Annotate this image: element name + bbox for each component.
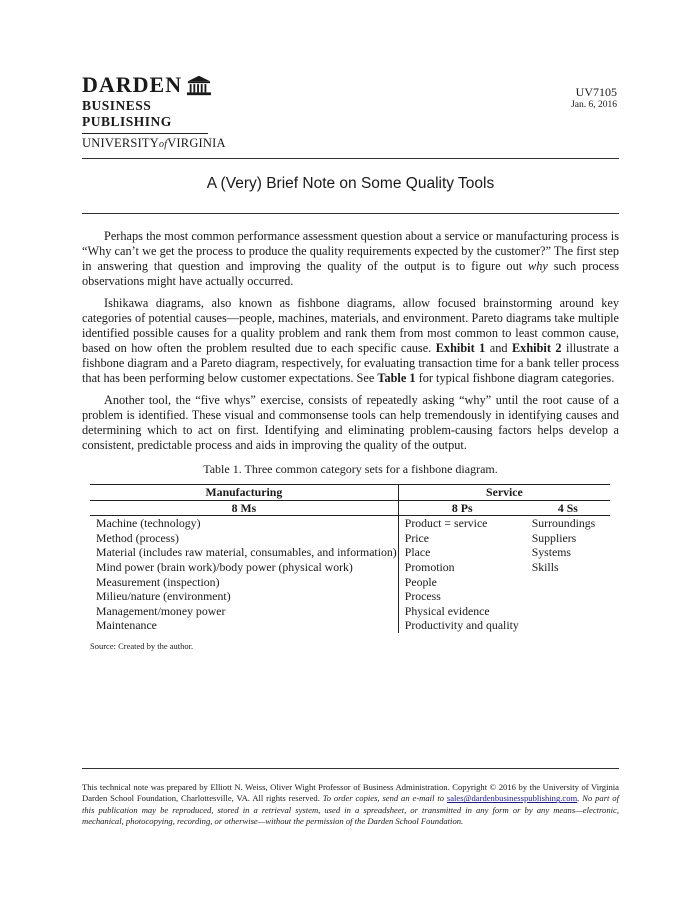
footer-text-c: . No part of this publication may be reproduced, stored in a retrieval system, used in a spreadsheet, or transmitted in any form or by any means—electronic, mechanical, photocopying, recording, or otherwise—without the permission of the Darden School Foundation. bbox=[82, 793, 619, 826]
logo-business-publishing: BUSINESS PUBLISHING bbox=[82, 98, 172, 129]
table-row bbox=[90, 516, 610, 531]
cell-manufacturing: Milieu/nature (environment) bbox=[90, 589, 398, 604]
cell-manufacturing: Material (includes raw material, consumables, and information) bbox=[90, 545, 398, 560]
cell-manufacturing: Management/money power bbox=[90, 604, 398, 619]
table-sub-header-row bbox=[90, 500, 610, 516]
table-row bbox=[90, 575, 610, 590]
paragraph-3: Another tool, the “five whys” exercise, consists of repeatedly asking “why” until the root cause of a problem is identified. These visual and commonsense tools can help tremendously in identifying causes and determining which to act on first. Identifying and eliminating problem-causing factors helps develop a consistent, predictable process and aids in improving the quality of the output. bbox=[82, 393, 619, 452]
cell-8ps: Place bbox=[404, 545, 431, 560]
cell-8ps: Process bbox=[404, 589, 441, 604]
fishbone-categories-table bbox=[90, 484, 610, 633]
exhibit-1-ref: Exhibit 1 bbox=[435, 341, 486, 355]
cell-8ps: Promotion bbox=[404, 559, 455, 574]
cell-8ps: Physical evidence bbox=[404, 603, 490, 618]
table-1-ref: Table 1 bbox=[377, 371, 416, 385]
cell-8ps: Productivity and quality bbox=[404, 618, 519, 633]
cell-manufacturing: Method (process) bbox=[90, 531, 398, 546]
header-manufacturing: Manufacturing bbox=[90, 485, 398, 501]
table-row bbox=[90, 604, 610, 619]
cell-manufacturing: Measurement (inspection) bbox=[90, 575, 398, 590]
cell-manufacturing: Machine (technology) bbox=[90, 516, 398, 531]
cell-4ss bbox=[526, 589, 610, 604]
cell-4ss: Skills bbox=[531, 559, 559, 574]
paragraph-2 bbox=[82, 296, 619, 386]
logo-darden-line bbox=[82, 74, 212, 96]
p1-text-b: such process observations might have actually occurred. bbox=[82, 259, 619, 288]
p1-emphasis: why bbox=[528, 259, 548, 273]
document-code: UV7105 bbox=[575, 85, 617, 99]
document-date: Jan. 6, 2016 bbox=[571, 100, 617, 110]
table-row bbox=[90, 618, 610, 633]
header-service: Service bbox=[398, 485, 610, 501]
table-caption: Table 1. Three common category sets for a fishbone diagram. bbox=[203, 462, 498, 476]
p2-text-a: Ishikawa diagrams, also known as fishbone diagrams, allow focused brainstorming around key categories of potential causes—people, machines, materials, and environment. Pareto diagrams take multiple identified possible causes for a quality problem and rank them from most common to least common cause, based on how often the problem resulted due to each specific cause. bbox=[82, 296, 619, 355]
header-rule bbox=[82, 158, 619, 159]
document-id bbox=[571, 85, 617, 111]
header-4ss: 4 Ss bbox=[526, 500, 610, 516]
p2-text-d: for typical fishbone diagram categories. bbox=[415, 371, 615, 385]
title-rule bbox=[82, 213, 619, 214]
logo-rule bbox=[82, 133, 208, 134]
p2-text-b: and bbox=[485, 341, 512, 355]
cell-manufacturing: Mind power (brain work)/body power (physical work) bbox=[90, 560, 398, 575]
cell-4ss: Systems bbox=[531, 545, 572, 560]
paragraph-1 bbox=[82, 229, 619, 289]
table-row bbox=[90, 531, 610, 546]
table-row bbox=[90, 560, 610, 575]
cell-8ps: People bbox=[404, 574, 437, 589]
cell-4ss: Suppliers bbox=[531, 530, 577, 545]
cell-8ps: Product = service bbox=[404, 516, 488, 531]
logo-virginia-text: VIRGINIA bbox=[167, 136, 226, 150]
exhibit-2-ref: Exhibit 2 bbox=[511, 341, 562, 355]
sales-email-link[interactable]: sales@dardenbusinesspublishing.com bbox=[446, 793, 578, 804]
cell-manufacturing: Maintenance bbox=[90, 618, 398, 633]
footer-text-a: This technical note was prepared by Elliott N. Weiss, Oliver Wight Professor of Business Administration. Copyright © 2016 by the University of Virginia Darden School Foundation, Charlottesville, VA. All rights reserved. bbox=[82, 782, 619, 804]
table-group-header-row bbox=[90, 485, 610, 501]
logo-of: of bbox=[159, 139, 168, 150]
table-row bbox=[90, 589, 610, 604]
darden-logo bbox=[82, 72, 226, 152]
footer-text-b: To order copies, send an e-mail to bbox=[322, 793, 447, 804]
table-source: Source: Created by the author. bbox=[90, 641, 194, 651]
cell-4ss bbox=[526, 575, 610, 590]
p2-text-c: illustrate a fishbone diagram and a Pareto diagram, respectively, for evaluating transaction time for a bank teller process that has been performing below customer expectations. See bbox=[82, 341, 619, 385]
cell-4ss bbox=[526, 604, 610, 619]
cell-4ss bbox=[526, 618, 610, 633]
table-row bbox=[90, 545, 610, 560]
cell-4ss: Surroundings bbox=[531, 516, 596, 531]
rotunda-icon bbox=[186, 74, 212, 96]
logo-university bbox=[82, 136, 226, 152]
footer-rule bbox=[82, 768, 619, 769]
page-title: A (Very) Brief Note on Some Quality Tools bbox=[206, 175, 495, 192]
logo-darden-text: DARDEN bbox=[82, 72, 183, 97]
cell-8ps: Price bbox=[404, 530, 430, 545]
copyright-footer bbox=[82, 782, 619, 827]
header-8ps: 8 Ps bbox=[398, 500, 525, 516]
p1-text-a: Perhaps the most common performance assessment question about a service or manufacturing process is “Why can’t we get the process to produce the quality requirements expected by the customer?” The first step in answering that question and improving the quality of the output is to figure out bbox=[82, 229, 619, 273]
logo-university-text: UNIVERSITY bbox=[82, 136, 159, 150]
header-8ms: 8 Ms bbox=[90, 500, 398, 516]
